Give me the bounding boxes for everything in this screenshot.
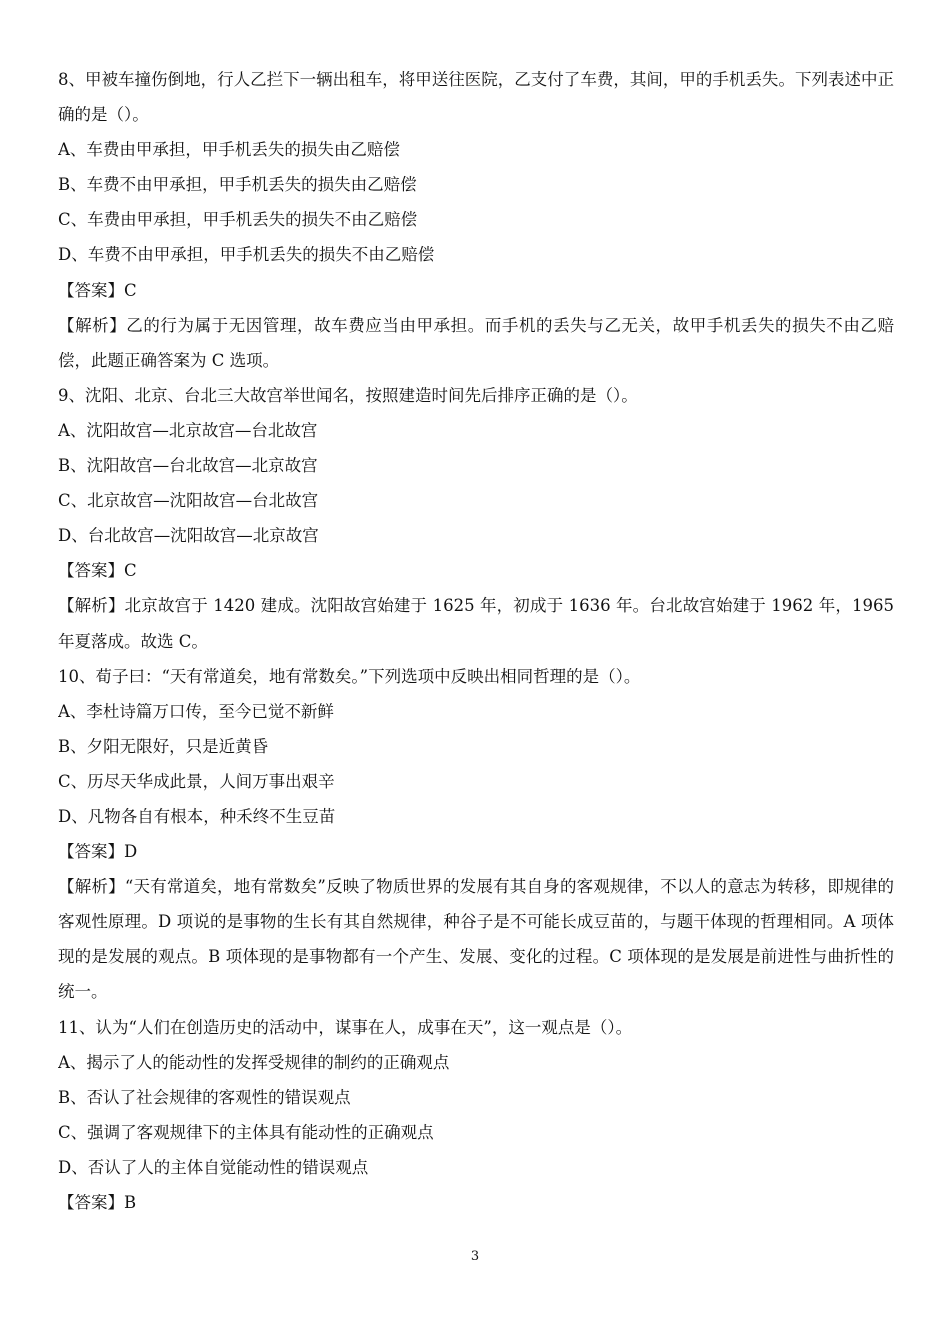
question-11-option-c: C、强调了客观规律下的主体具有能动性的正确观点 <box>58 1122 434 1142</box>
question-11-option-b: B、否认了社会规律的客观性的错误观点 <box>58 1087 351 1107</box>
question-11-option-a: A、揭示了人的能动性的发挥受规律的制约的正确观点 <box>58 1052 450 1072</box>
question-9-analysis: 【解析】北京故宫于 1420 建成。沈阳故宫始建于 1625 年，初成于 1636 年。台北故宫始建于 1962 年，1965 年夏落成。故选 C。 <box>58 596 894 651</box>
question-10-option-b: B、夕阳无限好，只是近黄昏 <box>58 736 269 756</box>
page-number: 3 <box>470 1249 480 1264</box>
question-10-option-c: C、历尽天华成此景，人间万事出艰辛 <box>58 771 335 791</box>
question-9-option-b: B、沈阳故宫—台北故宫—北京故宫 <box>58 456 318 476</box>
question-9-option-d: D、台北故宫—沈阳故宫—北京故宫 <box>58 526 319 546</box>
question-10-stem: 10、荀子曰：“天有常道矣，地有常数矣。”下列选项中反映出相同哲理的是（）。 <box>58 666 641 686</box>
question-8-stem: 8、甲被车撞伤倒地，行人乙拦下一辆出租车，将甲送往医院，乙支付了车费，其间，甲的手机丢失。下列表述中正确的是（）。 <box>58 70 894 125</box>
question-9-stem: 9、沈阳、北京、台北三大故宫举世闻名，按照建造时间先后排序正确的是（）。 <box>58 385 638 405</box>
question-10-answer: 【答案】D <box>58 842 138 862</box>
question-11-option-d: D、否认了人的主体自觉能动性的错误观点 <box>58 1157 369 1177</box>
document-body <box>58 62 894 1220</box>
question-8-answer: 【答案】C <box>58 280 137 300</box>
question-8-option-c: C、车费由甲承担，甲手机丢失的损失不由乙赔偿 <box>58 210 418 230</box>
question-11-stem: 11、认为“人们在创造历史的活动中，谋事在人，成事在天”，这一观点是（）。 <box>58 1017 633 1037</box>
question-10-option-d: D、凡物各自有根本，种禾终不生豆苗 <box>58 806 336 826</box>
question-10-option-a: A、李杜诗篇万口传，至今已觉不新鲜 <box>58 701 334 721</box>
question-9-option-c: C、北京故宫—沈阳故宫—台北故宫 <box>58 491 319 511</box>
question-10-analysis: 【解析】“天有常道矣，地有常数矣”反映了物质世界的发展有其自身的客观规律，不以人的意志为转移，即规律的客观性原理。D 项说的是事物的生长有其自然规律，种谷子是不可能长成豆苗的，与题干体现的哲理相同。A 项体现的是发展的观点。B 项体现的是事物都有一个产生、发展、变化的过程。C 项体现的是发展是前进性与曲折性的统一。 <box>58 877 894 1002</box>
question-8-option-a: A、车费由甲承担，甲手机丢失的损失由乙赔偿 <box>58 140 400 160</box>
question-8-option-d: D、车费不由甲承担，甲手机丢失的损失不由乙赔偿 <box>58 245 435 265</box>
question-9-option-a: A、沈阳故宫—北京故宫—台北故宫 <box>58 420 318 440</box>
question-9-answer: 【答案】C <box>58 561 137 581</box>
question-8-option-b: B、车费不由甲承担，甲手机丢失的损失由乙赔偿 <box>58 175 417 195</box>
question-8-analysis: 【解析】乙的行为属于无因管理，故车费应当由甲承担。而手机的丢失与乙无关，故甲手机丢失的损失不由乙赔偿，此题正确答案为 C 选项。 <box>58 315 894 370</box>
question-11-answer: 【答案】B <box>58 1193 137 1212</box>
